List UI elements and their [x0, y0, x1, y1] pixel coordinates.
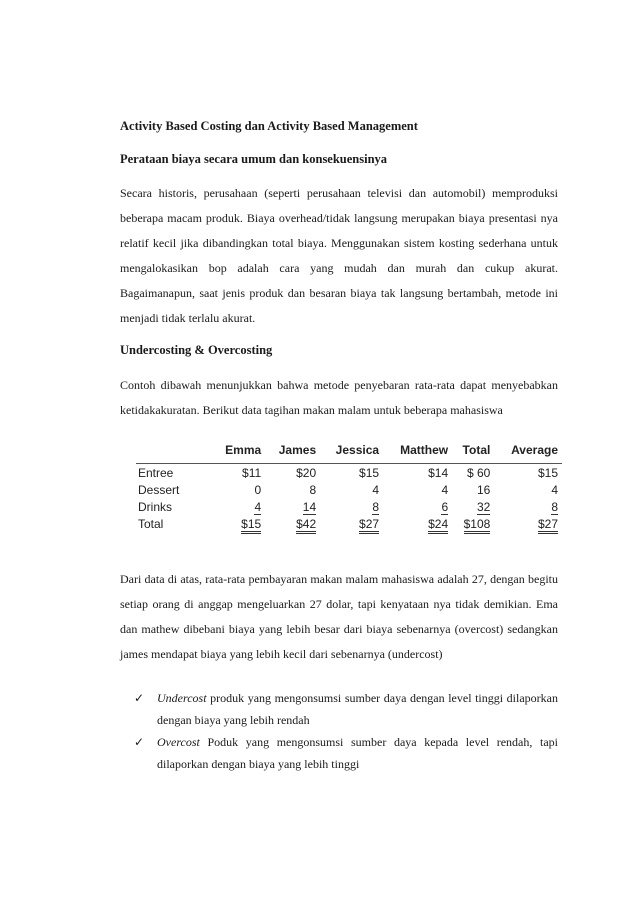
- table-cell: 4: [441, 482, 449, 497]
- table-cell: $20: [296, 465, 317, 480]
- table-cell: 16: [476, 482, 491, 497]
- dinner-bill-table: [136, 443, 562, 532]
- table-cell: [452, 498, 494, 515]
- list-item-text: Poduk yang mengonsumsi sumber daya kepada level rendah, tapi dilaporkan dengan biaya yang lebih tinggi: [157, 735, 558, 771]
- table-row: [136, 498, 562, 515]
- table-row: [136, 464, 562, 482]
- table-cell: [320, 515, 383, 532]
- document-body: [120, 118, 558, 423]
- paragraph-analysis: Dari data di atas, rata-rata pembayaran makan malam mahasiswa adalah 27, dengan begitu setiap orang di anggap mengeluarkan 27 dolar, tapi kenyataan nya tidak demikian. Ema dan mathew dibebani biaya yang lebih besar dari biaya sebenarnya (overcost) sedangkan james mendapat biaya yang lebih kecil dari sebenarnya (undercost): [120, 572, 558, 661]
- table-cell: $15: [537, 465, 558, 480]
- table-cell: [383, 498, 452, 515]
- table-cell: $14: [428, 465, 449, 480]
- section-heading-undercosting: Undercosting & Overcosting: [120, 343, 273, 357]
- table-cell-value: 14: [302, 499, 317, 514]
- table-header-cell: [136, 443, 212, 464]
- table-cell: 4: [551, 482, 558, 497]
- checkmark-icon: ✓: [134, 691, 145, 705]
- table-cell-value: 6: [441, 499, 449, 514]
- table-cell: Dessert: [138, 482, 180, 497]
- table-header-cell: Jessica: [335, 443, 380, 457]
- table-cell: [383, 515, 452, 532]
- table-cell: [494, 515, 562, 532]
- table-row-total: [136, 515, 562, 532]
- table-header-row: [136, 443, 562, 464]
- list-item-term: Overcost: [157, 735, 200, 749]
- table-cell: 4: [372, 482, 380, 497]
- table-header-cell: Emma: [225, 443, 262, 457]
- table-cell: 0: [254, 482, 262, 497]
- checkmark-icon: ✓: [134, 735, 145, 749]
- table-cell: [452, 515, 494, 532]
- table-cell: [212, 515, 265, 532]
- definition-list: [134, 687, 558, 775]
- table-cell: [265, 498, 320, 515]
- table-cell: [265, 515, 320, 532]
- list-item: [134, 731, 558, 775]
- table-cell: [212, 498, 265, 515]
- table-cell-value: $15: [241, 517, 261, 534]
- paragraph-history: Secara historis, perusahaan (seperti perusahaan televisi dan automobil) memproduksi beberapa macam produk. Biaya overhead/tidak langsung merupakan biaya presentasi nya relatif kecil jika dibandingkan total biaya. Menggunakan sistem kosting sederhana untuk mengalokasikan bop adalah cara yang mudah dan murah dan cukup akurat. Bagaimanapun, saat jenis produk dan besaran biaya tak langsung bertambah, metode ini menjadi tidak terlalu akurat.: [120, 186, 558, 325]
- table-cell: Drinks: [138, 499, 173, 514]
- list-item-text: produk yang mengonsumsi sumber daya dengan level tinggi dilaporkan dengan biaya yang lebih rendah: [157, 691, 558, 727]
- table-cell: [320, 498, 383, 515]
- table-row: [136, 481, 562, 498]
- table-cell-value: 32: [476, 499, 491, 514]
- table-header-cell: Matthew: [400, 443, 449, 457]
- table-cell: 8: [309, 482, 317, 497]
- list-item-term: Undercost: [157, 691, 207, 705]
- paragraph-example-intro: Contoh dibawah menunjukkan bahwa metode penyebaran rata-rata dapat menyebabkan ketidakakuratan. Berikut data tagihan makan malam untuk beberapa mahasiswa: [120, 378, 558, 417]
- table-cell-value: $24: [428, 517, 448, 534]
- table-header-cell: James: [278, 443, 317, 457]
- list-item: [134, 687, 558, 731]
- table-cell: [494, 498, 562, 515]
- table-cell-value: 8: [551, 499, 558, 514]
- document-title: Activity Based Costing dan Activity Based Management: [120, 119, 418, 133]
- table-cell: $15: [359, 465, 380, 480]
- table-cell-value: $27: [359, 517, 379, 534]
- table-cell-value: 8: [372, 499, 380, 514]
- section-heading-perataan: Perataan biaya secara umum dan konsekuensinya: [120, 152, 388, 166]
- table-cell-value: $27: [538, 517, 558, 534]
- table-cell-value: 4: [254, 499, 262, 514]
- table-cell: $11: [242, 465, 262, 480]
- table-cell-value: $42: [296, 517, 316, 534]
- table-cell-value: $108: [464, 517, 491, 534]
- table-header-cell: Total: [462, 443, 491, 457]
- table-cell: Total: [138, 516, 164, 531]
- table-cell: Entree: [138, 465, 174, 480]
- table-header-cell: Average: [511, 443, 558, 457]
- table-cell: $ 60: [466, 465, 491, 480]
